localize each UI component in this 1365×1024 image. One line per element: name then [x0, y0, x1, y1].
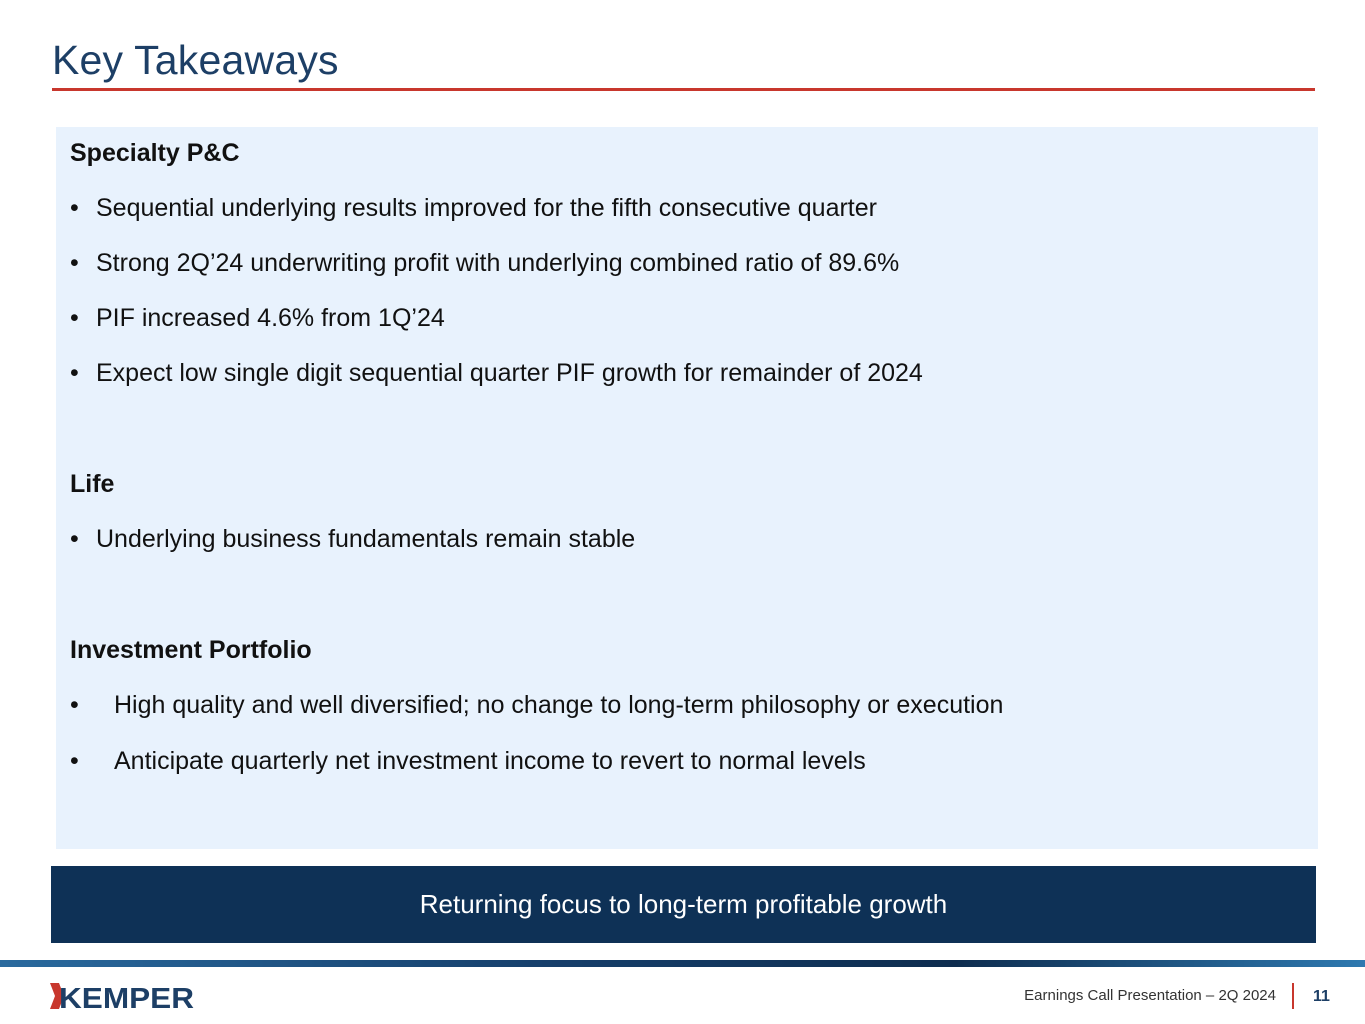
bullet-text: Expect low single digit sequential quarter PIF growth for remainder of 2024 [96, 359, 923, 387]
bullet-marker: • [70, 359, 79, 387]
bullet-text: High quality and well diversified; no change to long-term philosophy or execution [114, 691, 1004, 719]
title-underline [52, 88, 1315, 91]
bullet-text: Sequential underlying results improved for the fifth consecutive quarter [96, 194, 877, 222]
bullet-item [70, 356, 923, 390]
bullet-item [70, 301, 445, 335]
section-heading-life: Life [70, 470, 115, 498]
bullet-item [70, 191, 877, 225]
bullet-text: PIF increased 4.6% from 1Q’24 [96, 304, 445, 332]
bullet-text: Strong 2Q’24 underwriting profit with underlying combined ratio of 89.6% [96, 249, 900, 277]
bullet-item [70, 688, 1003, 722]
bullet-marker: • [70, 194, 79, 222]
footer-stripe [0, 960, 1365, 967]
tagline-text: Returning focus to long-term profitable growth [419, 889, 948, 919]
bullet-item [70, 246, 899, 280]
bullet-marker: • [70, 304, 79, 332]
logo-wordmark: KEMPER [59, 983, 195, 1013]
tagline-banner [51, 866, 1316, 943]
section-heading-investment: Investment Portfolio [70, 636, 312, 664]
presentation-label: Earnings Call Presentation – 2Q 2024 [1024, 987, 1276, 1004]
bullet-marker: • [70, 525, 79, 553]
bullet-text: Underlying business fundamentals remain stable [96, 525, 636, 553]
bullet-item [70, 744, 866, 778]
kemper-logo [50, 979, 196, 1013]
slide-title: Key Takeaways [52, 37, 339, 83]
bullet-marker: • [70, 747, 79, 775]
bullet-item [70, 522, 635, 556]
bullet-text: Anticipate quarterly net investment income to revert to normal levels [114, 747, 866, 775]
footer-divider [1292, 983, 1294, 1009]
section-heading-specialty: Specialty P&C [70, 139, 240, 167]
takeaways-panel [56, 127, 1318, 849]
page-number: 11 [1313, 988, 1330, 1005]
bullet-marker: • [70, 249, 79, 277]
bullet-marker: • [70, 691, 79, 719]
